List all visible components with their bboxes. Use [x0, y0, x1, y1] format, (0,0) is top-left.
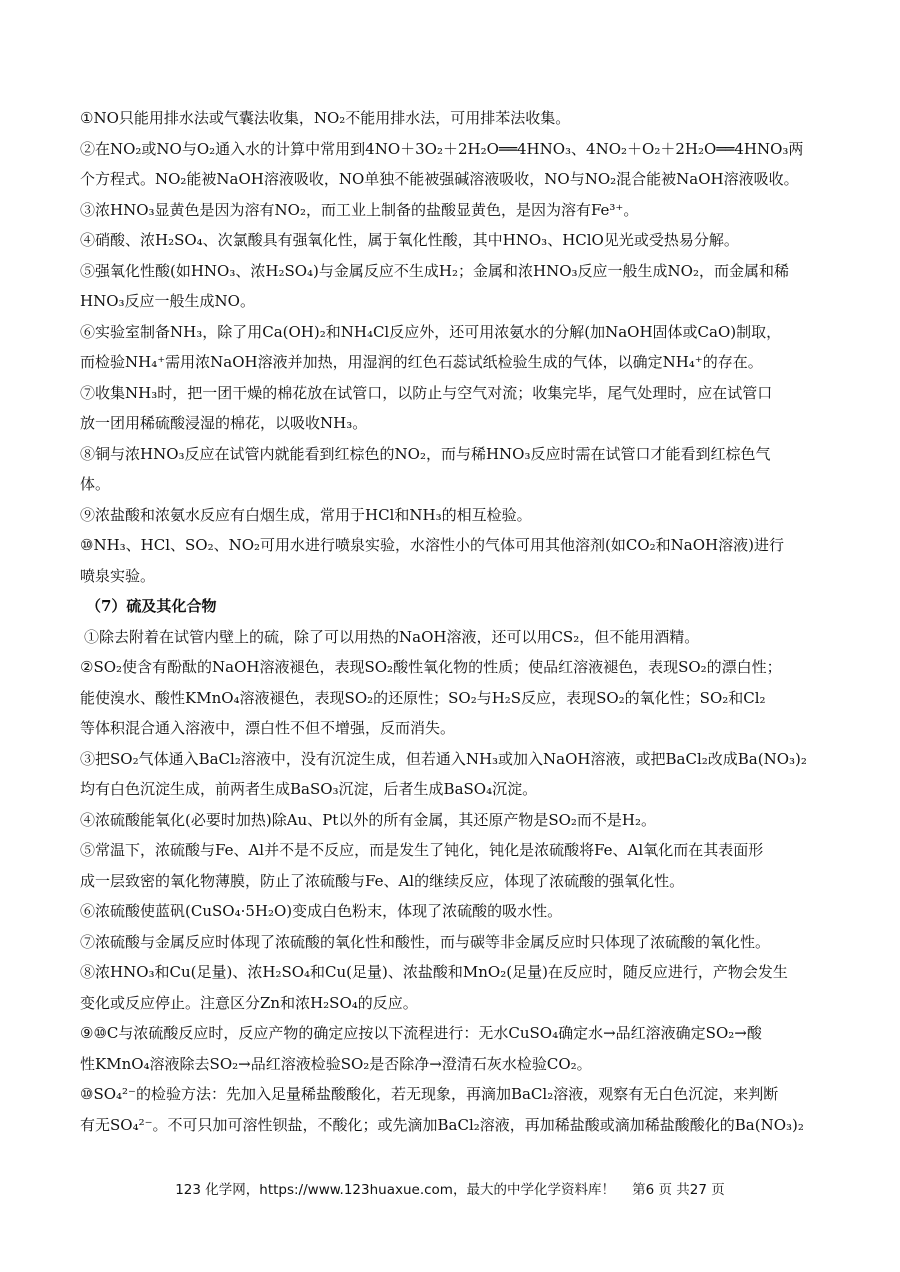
text-line: 能使溴水、酸性KMnO₄溶液褪色，表现SO₂的还原性；SO₂与H₂S反应，表现SO₂的氧化性；SO₂和Cl₂	[80, 688, 766, 707]
text-line: 个方程式。NO₂能被NaOH溶液吸收，NO单独不能被强碱溶液吸收，NO与NO₂混合能被NaOH溶液吸收。	[80, 170, 799, 188]
text-line: ⑦收集NH₃时，把一团干燥的棉花放在试管口，以防止与空气对流；收集完毕，尾气处理时，应在试管口	[80, 383, 773, 402]
page-footer	[0, 1178, 900, 1198]
text-line: 体。	[80, 475, 111, 493]
text-line: ②SO₂使含有酚酞的NaOH溶液褪色，表现SO₂酸性氧化物的性质；使品红溶液褪色，表现SO₂的漂白性；	[80, 658, 782, 676]
text-line: ⑥实验室制备NH₃，除了用Ca(OH)₂和NH₄Cl反应外，还可用浓氨水的分解(加NaOH固体或CaO)制取，	[80, 322, 782, 341]
text-line: ⑤常温下，浓硫酸与Fe、Al并不是不反应，而是发生了钝化，钝化是浓硫酸将Fe、Al氧化而在其表面形	[80, 841, 764, 859]
text-line: 喷泉实验。	[80, 566, 156, 585]
text-line: ⑨⑩C与浓硫酸反应时，反应产物的确定应按以下流程进行：无水CuSO₄确定水→品红溶液确定SO₂→酸	[80, 1024, 762, 1042]
text-line: 变化或反应停止。注意区分Zn和浓H₂SO₄的反应。	[80, 993, 418, 1012]
text-line: 有无SO₄²⁻。不可只加可溶性钡盐，不酸化；或先滴加BaCl₂溶液，再加稀盐酸或滴加稀盐酸酸化的Ba(NO₃)₂	[80, 1115, 804, 1134]
footer-site-text: 123 化学网，https://www.123huaxue.com，最大的中学化学资料库！	[175, 1182, 615, 1198]
page-number: 第6 页 共27 页	[632, 1182, 725, 1198]
section-heading: （7）硫及其化合物	[86, 597, 217, 615]
document-body	[80, 103, 828, 1140]
text-line: 成一层致密的氧化物薄膜，防止了浓硫酸与Fe、Al的继续反应，体现了浓硫酸的强氧化性。	[80, 871, 685, 890]
text-line: ④硝酸、浓H₂SO₄、次氯酸具有强氧化性，属于氧化性酸，其中HNO₃、HClO见光或受热易分解。	[80, 231, 739, 249]
text-line: ①NO只能用排水法或气囊法收集，NO₂不能用排水法，可用排苯法收集。	[80, 109, 571, 127]
text-line: 性KMnO₄溶液除去SO₂→品红溶液检验SO₂是否除净→澄清石灰水检验CO₂。	[80, 1054, 592, 1073]
text-line: ③把SO₂气体通入BaCl₂溶液中，没有沉淀生成，但若通入NH₃或加入NaOH溶液，或把BaCl₂改成Ba(NO₃)₂	[80, 749, 807, 768]
text-line: ②在NO₂或NO与O₂通入水的计算中常用到4NO＋3O₂＋2H₂O══4HNO₃、4NO₂＋O₂＋2H₂O══4HNO₃两	[80, 139, 804, 158]
text-line: ⑨浓盐酸和浓氨水反应有白烟生成，常用于HCl和NH₃的相互检验。	[80, 505, 532, 524]
text-line: ⑥浓硫酸使蓝矾(CuSO₄·5H₂O)变成白色粉末，体现了浓硫酸的吸水性。	[80, 902, 563, 920]
text-line: ⑩SO₄²⁻的检验方法：先加入足量稀盐酸酸化，若无现象，再滴加BaCl₂溶液，观察有无白色沉淀，来判断	[80, 1085, 779, 1103]
text-line: ⑩NH₃、HCl、SO₂、NO₂可用水进行喷泉实验，水溶性小的气体可用其他溶剂(如CO₂和NaOH溶液)进行	[80, 536, 784, 554]
text-line: ①除去附着在试管内壁上的硫，除了可以用热的NaOH溶液，还可以用CS₂，但不能用酒精。	[84, 627, 700, 646]
text-line: ⑤强氧化性酸(如HNO₃、浓H₂SO₄)与金属反应不生成H₂；金属和浓HNO₃反应一般生成NO₂，而金属和稀	[80, 261, 789, 280]
text-line: 放一团用稀硫酸浸湿的棉花，以吸收NH₃。	[80, 414, 368, 432]
text-line: 而检验NH₄⁺需用浓NaOH溶液并加热，用湿润的红色石蕊试纸检验生成的气体，以确定NH₄⁺的存在。	[80, 353, 763, 371]
text-line: ⑧铜与浓HNO₃反应在试管内就能看到红棕色的NO₂，而与稀HNO₃反应时需在试管口才能看到红棕色气	[80, 444, 771, 463]
text-line: ⑧浓HNO₃和Cu(足量)、浓H₂SO₄和Cu(足量)、浓盐酸和MnO₂(足量)在反应时，随反应进行，产物会发生	[80, 963, 788, 981]
text-line: HNO₃反应一般生成NO。	[80, 292, 255, 310]
text-line: 均有白色沉淀生成，前两者生成BaSO₃沉淀，后者生成BaSO₄沉淀。	[80, 780, 538, 798]
text-line: ⑦浓硫酸与金属反应时体现了浓硫酸的氧化性和酸性，而与碳等非金属反应时只体现了浓硫酸的氧化性。	[80, 932, 771, 951]
text-line: 等体积混合通入溶液中，漂白性不但不增强，反而消失。	[80, 719, 456, 737]
text-line: ④浓硫酸能氧化(必要时加热)除Au、Pt以外的所有金属，其还原产物是SO₂而不是H₂。	[80, 810, 657, 829]
text-line: ③浓HNO₃显黄色是因为溶有NO₂，而工业上制备的盐酸显黄色，是因为溶有Fe³⁺。	[80, 200, 639, 219]
